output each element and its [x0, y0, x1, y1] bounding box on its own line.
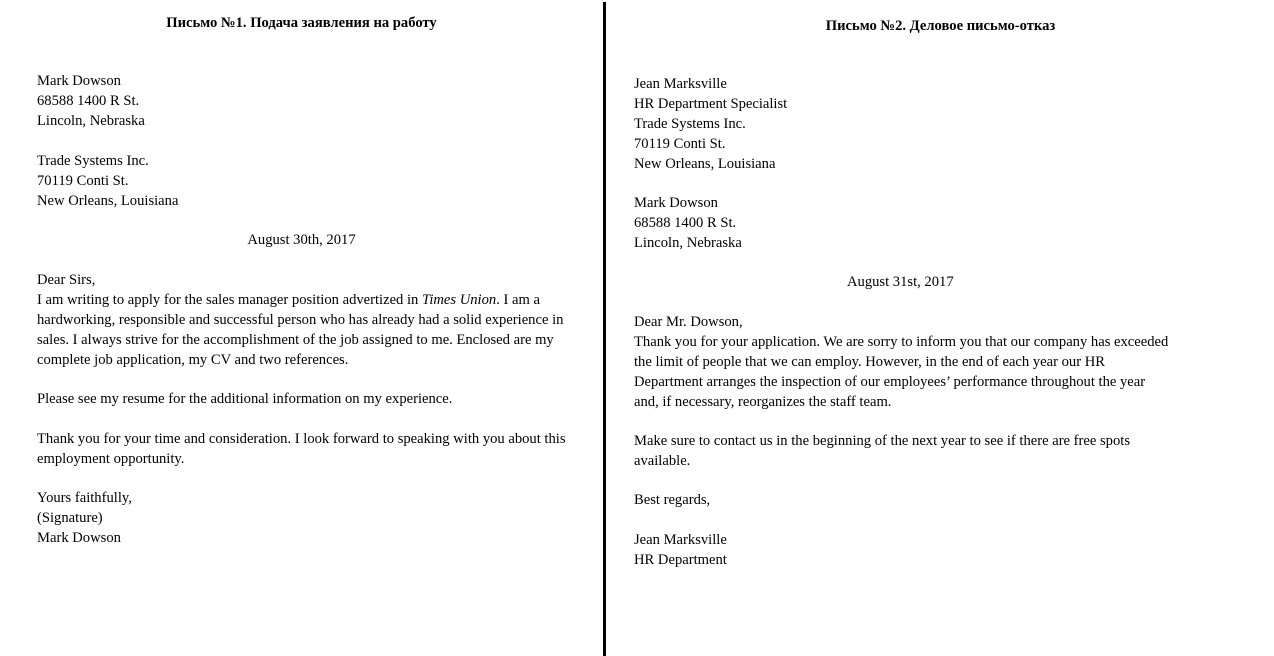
- sender-line: HR Department Specialist: [634, 95, 788, 112]
- body-line: the limit of people that we can employ. However, in the end of each year our HR: [634, 353, 1105, 370]
- letter-2-closing: Best regards,: [634, 492, 711, 508]
- signer-department: HR Department: [634, 551, 727, 568]
- letter-2-recipient-address: [634, 194, 742, 254]
- signature-placeholder: (Signature): [37, 509, 103, 526]
- letter-2-heading: Письмо №2. Деловое письмо-отказ: [825, 18, 1056, 34]
- sender-line: Lincoln, Nebraska: [37, 112, 145, 129]
- letter-1-recipient-address: [37, 152, 178, 212]
- body-line: Make sure to contact us in the beginning of the next year to see if there are free spots: [634, 433, 1131, 449]
- letter-1-paragraph-2: Please see my resume for the additional information on my experience.: [37, 391, 453, 407]
- signer-name: Mark Dowson: [37, 529, 121, 546]
- letter-2: [607, 0, 1274, 656]
- letter-1-salutation: Dear Sirs,: [37, 272, 96, 288]
- letter-1-body: [37, 291, 563, 371]
- body-line: and, if necessary, reorganizes the staff team.: [634, 393, 892, 410]
- recipient-line: Lincoln, Nebraska: [634, 234, 742, 251]
- letter-1: [0, 0, 603, 656]
- sender-line: Trade Systems Inc.: [634, 115, 746, 132]
- body-line: hardworking, responsible and successful person who has already had a solid experience in: [37, 311, 564, 328]
- body-line: available.: [634, 452, 691, 469]
- letter-2-signature: [634, 531, 727, 571]
- body-text: . I am a: [496, 292, 540, 308]
- letter-2-sender-address: [634, 75, 787, 174]
- column-divider: [603, 2, 606, 656]
- body-text: I am writing to apply for the sales manager position advertized in: [37, 292, 423, 308]
- body-line: complete job application, my CV and two references.: [37, 351, 349, 368]
- letter-2-salutation: Dear Mr. Dowson,: [634, 314, 743, 330]
- letter-1-paragraph-3: [37, 430, 566, 470]
- letter-1-sender-address: [37, 72, 145, 132]
- letter-1-closing: [37, 489, 132, 549]
- letter-1-date: August 30th, 2017: [247, 232, 356, 248]
- recipient-line: New Orleans, Louisiana: [37, 192, 179, 209]
- newspaper-name: Times Union: [422, 292, 497, 308]
- recipient-line: 68588 1400 R St.: [634, 214, 737, 231]
- recipient-line: 70119 Conti St.: [37, 172, 129, 189]
- signer-name: Jean Marksville: [634, 532, 727, 548]
- body-line: Thank you for your time and consideration. I look forward to speaking with you about this: [37, 431, 566, 447]
- sender-line: 68588 1400 R St.: [37, 92, 140, 109]
- letter-2-body: [634, 333, 1168, 413]
- sender-line: Mark Dowson: [37, 73, 121, 89]
- letter-2-date: August 31st, 2017: [847, 274, 954, 290]
- closing-line: Yours faithfully,: [37, 490, 132, 506]
- body-line: Department arranges the inspection of our employees’ performance throughout the year: [634, 373, 1146, 390]
- body-line: sales. I always strive for the accomplishment of the job assigned to me. Enclosed are my: [37, 331, 554, 348]
- sender-line: New Orleans, Louisiana: [634, 155, 776, 172]
- sender-line: 70119 Conti St.: [634, 135, 726, 152]
- sender-line: Jean Marksville: [634, 76, 727, 92]
- recipient-line: Trade Systems Inc.: [37, 153, 149, 169]
- letter-1-heading: Письмо №1. Подача заявления на работу: [166, 15, 437, 31]
- body-line: [37, 291, 563, 311]
- letter-2-paragraph-2: [634, 432, 1130, 472]
- body-line: employment opportunity.: [37, 450, 185, 467]
- body-line: Thank you for your application. We are sorry to inform you that our company has exceeded: [634, 334, 1169, 350]
- recipient-line: Mark Dowson: [634, 195, 718, 211]
